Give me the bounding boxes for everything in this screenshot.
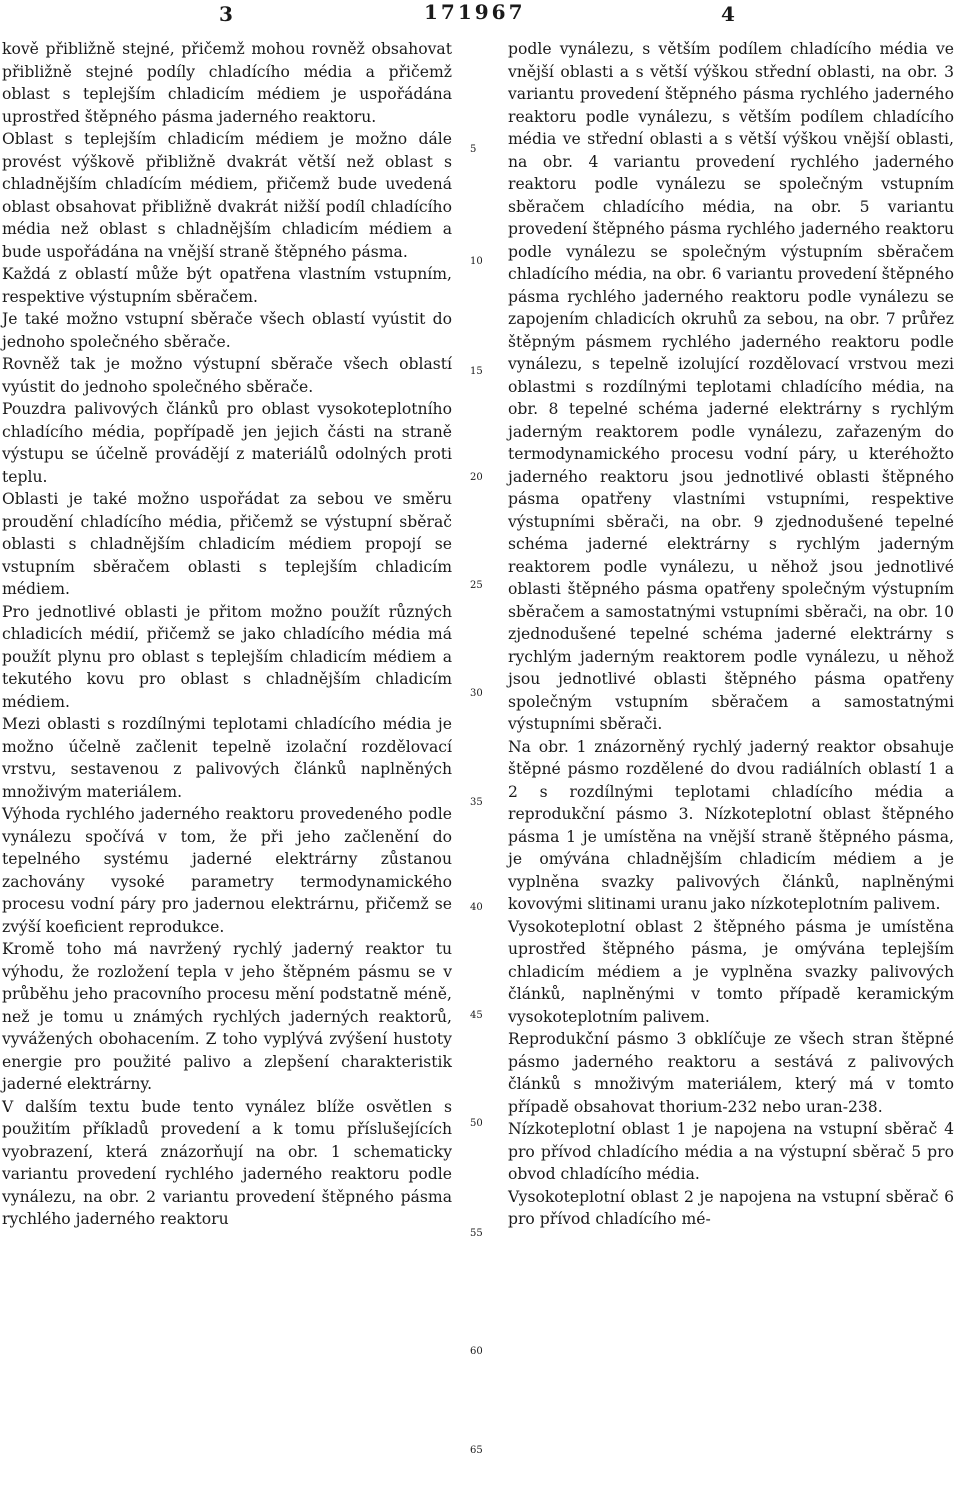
page-number-left: 3 — [219, 2, 233, 26]
page-header — [0, 0, 960, 30]
paragraph: Je také možno vstupní sběrače všech oblastí vyústit do jednoho společného sběrače. — [2, 310, 452, 351]
line-number: 20 — [470, 472, 483, 483]
page-number-right: 4 — [721, 2, 735, 26]
paragraph: Reprodukční pásmo 3 obklíčuje ze všech stran štěpné pásmo jaderného reaktoru a sestává z palivových článků s množivým materiálem, který má v tomto případě obsahovat thorium-232 nebo uran-238. — [508, 1030, 954, 1116]
paragraph: Vysokoteplotní oblast 2 je napojena na vstupní sběrač 6 pro přívod chladícího mé- — [508, 1187, 954, 1228]
line-number: 60 — [470, 1346, 483, 1357]
line-number: 45 — [470, 1010, 483, 1021]
line-number: 35 — [470, 797, 483, 808]
paragraph: V dalším textu bude tento vynález blíže osvětlen s použitím příkladů provedení a k tomu příslušejících vyobrazení, která znázorňují na obr. 1 schematicky variantu provedení rychlého jaderného reaktoru podle vynálezu, na obr. 2 variantu provedení štěpného pásma rychlého jaderného reaktoru — [2, 1097, 452, 1228]
line-number: 65 — [470, 1445, 483, 1456]
patent-number: 171967 — [424, 0, 526, 24]
paragraph: Na obr. 1 znázorněný rychlý jaderný reaktor obsahuje štěpné pásmo rozdělené do dvou radiálních oblastí 1 a 2 s rozdílnými teplotami chladícího média a reprodukční pásmo 3. Nízkoteplotní oblast štěpného pásma 1 je umístěna na vnější straně štěpného pásma, je omývána chladnějším chladicím médiem a je vyplněna svazky palivových článků, naplněnými kovovými slitinami uranu jako nízkoteplotním palivem. — [508, 737, 954, 913]
line-number: 40 — [470, 902, 483, 913]
paragraph: Nízkoteplotní oblast 1 je napojena na vstupní sběrač 4 pro přívod chladícího média a na výstupní sběrač 5 pro obvod chladícího média. — [508, 1120, 954, 1183]
right-column — [508, 38, 954, 1231]
line-number: 10 — [470, 256, 483, 267]
paragraph: Kromě toho má navržený rychlý jaderný reaktor tu výhodu, že rozložení tepla v jeho štěpném pásmu se v průběhu jeho pracovního procesu mění podstatně méně, než je tomu u známých rychlých jaderných reaktorů, vyvážených obohacením. Z toho vyplývá zvýšení hustoty energie pro použité palivo a zlepšení charakteristik jaderné elektrárny. — [2, 940, 452, 1093]
paragraph: Oblasti je také možno uspořádat za sebou ve směru proudění chladícího média, přičemž se výstupní sběrač oblasti s chladnějším chladicím médiem propojí se vstupním sběračem oblasti s teplejším chladicím médiem. — [2, 490, 452, 598]
paragraph: Mezi oblasti s rozdílnými teplotami chladícího média je možno účelně začlenit tepelně izolační rozdělovací vrstvu, sestavenou z palivových článků naplněných množivým materiálem. — [2, 715, 452, 801]
paragraph: Vysokoteplotní oblast 2 štěpného pásma je umístěna uprostřed štěpného pásma, je omývána teplejším chladicím médiem a je vyplněna svazky palivových článků, naplněnými v tomto případě keramickým vysokoteplotním palivem. — [508, 917, 954, 1026]
paragraph: Pouzdra palivových článků pro oblast vysokoteplotního chladícího média, popřípadě jen jejich části na straně výstupu se účelně provádějí z materiálů odolných proti teplu. — [2, 400, 452, 486]
line-number: 5 — [470, 144, 477, 155]
paragraph: Rovněž tak je možno výstupní sběrače všech oblastí vyústit do jednoho společného sběrače. — [2, 355, 452, 396]
paragraph: podle vynálezu, s větším podílem chladícího média ve vnější oblasti a s větší výškou střední oblasti, na obr. 3 variantu provedení štěpného pásma rychlého jaderného reaktoru podle vynálezu, s větším podílem chladícího média ve střední oblasti a s větší výškou vnější oblasti, na obr. 4 variantu provedení rychlého jaderného reaktoru podle vynálezu se společným vstupním sběračem chladícího média, na obr. 5 variantu provedení štěpného pásma rychlého jaderného reaktoru podle vynálezu se společným výstupním sběračem chladícího média, na obr. 6 variantu provedení štěpného pásma rychlého jaderného reaktoru podle vynálezu se zapojením chladicích okruhů za sebou, na obr. 7 průřez štěpným pásmem rychlého jaderného reaktoru podle vynálezu, s tepelně izolující rozdělovací vrstvou mezi oblastmi s rozdílnými teplotami chladícího média, na obr. 8 tepelné schéma jaderné elektrárny s rychlým jaderným reaktorem podle vynálezu, zařazeným do termodynamického procesu vodní páry, u kteréhožto jaderného reaktoru jsou jednotlivé oblasti štěpného pásma opatřeny vlastními vstupními, respektive výstupními sběrači, na obr. 9 zjednodušené tepelné schéma jaderné elektrárny s rychlým jaderným reaktorem podle vynálezu, u něhož jsou jednotlivé oblasti štěpného pásma opatřeny společným výstupním sběračem a samostatnými vstupními sběrači, na obr. 10 zjednodušené tepelné schéma jaderné elektrárny s rychlým jaderným reaktorem podle vynálezu, u něhož jsou jednotlivé oblasti štěpného pásma opatřeny společným vstupním sběračem a samostatnými výstupními sběrači. — [508, 40, 954, 733]
line-number: 15 — [470, 366, 483, 377]
left-column — [2, 38, 452, 1231]
paragraph: Oblast s teplejším chladicím médiem je možno dále provést výškově přibližně dvakrát větší než oblast s chladnějším chladícím médiem, přičemž bude uvedená oblast obsahovat přibližně dvakrát nižší podíl chladícího média než oblast s chladnějším chladicím médiem a bude uspořádána na vnější straně štěpného pásma. — [2, 130, 452, 261]
line-number: 55 — [470, 1228, 483, 1239]
paragraph: Každá z oblastí může být opatřena vlastním vstupním, respektive výstupním sběračem. — [2, 265, 452, 306]
line-number: 25 — [470, 580, 483, 591]
line-number: 50 — [470, 1118, 483, 1129]
paragraph: Výhoda rychlého jaderného reaktoru provedeného podle vynálezu spočívá v tom, že při jeho začlenění do tepelného systému jaderné elektrárny zůstanou zachovány vysoké parametry termodynamického procesu vodní páry pro jadernou elektrárnu, přičemž se zvýší koeficient reprodukce. — [2, 805, 452, 936]
paragraph: kově přibližně stejné, přičemž mohou rovněž obsahovat přibližně stejné podíly chladícího média a přičemž oblast s teplejším chladicím médiem je uspořádána uprostřed štěpného pásma jaderného reaktoru. — [2, 40, 452, 126]
line-number: 30 — [470, 688, 483, 699]
paragraph: Pro jednotlivé oblasti je přitom možno použít různých chladicích médií, přičemž se jako chladícího média má použít plynu pro oblast s teplejším chladicím médiem a tekutého kovu pro oblast s chladnějším chladicím médiem. — [2, 602, 452, 711]
